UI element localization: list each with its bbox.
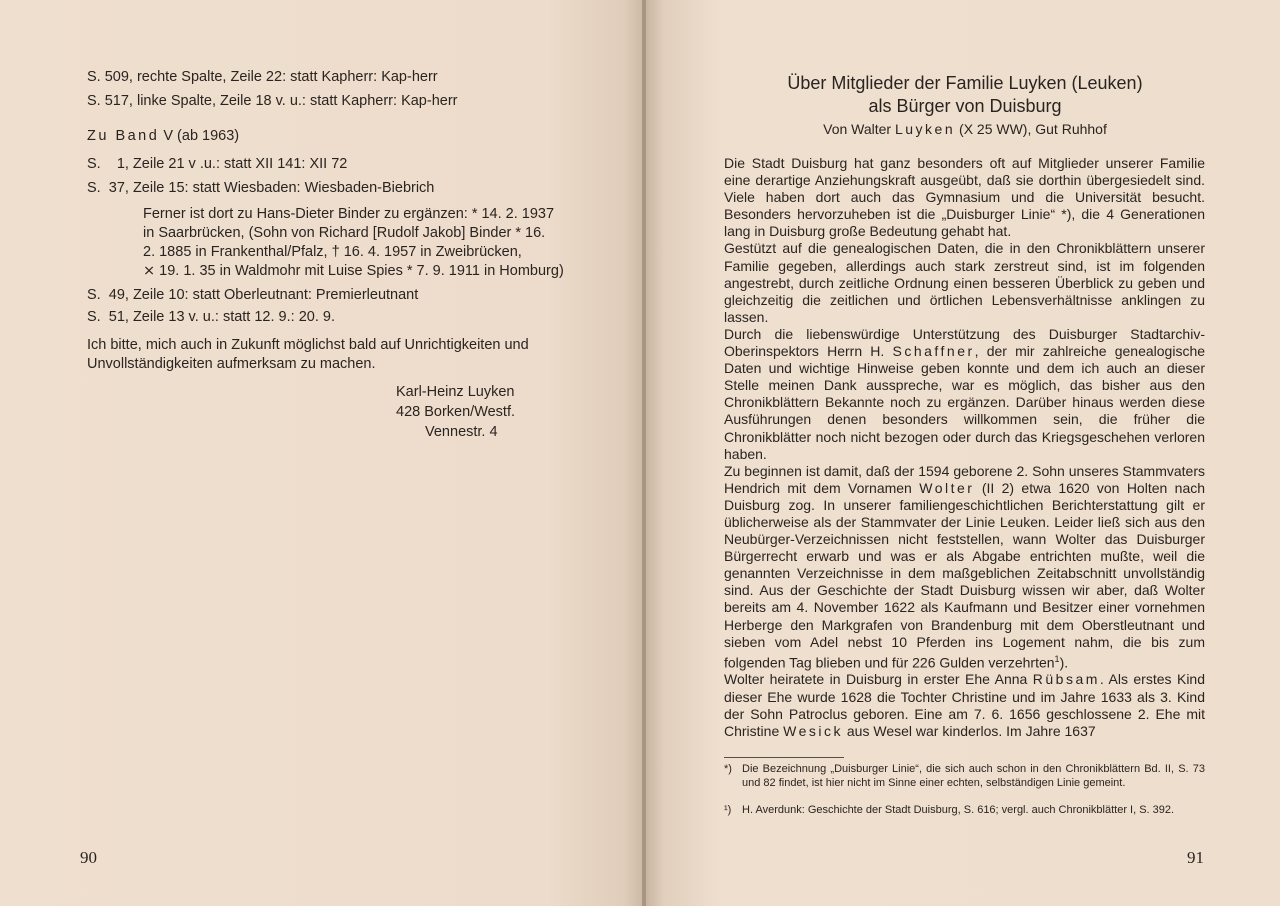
addition-line: Ferner ist dort zu Hans-Dieter Binder zu ergänzen: * 14. 2. 1937 <box>143 206 555 222</box>
page-number-left: 90 <box>80 848 97 867</box>
article-title-line2: als Bürger von Duisburg <box>868 96 1062 116</box>
closing-text: Ich bitte, mich auch in Zukunft möglichst bald auf Unrichtigkeiten und <box>87 337 529 353</box>
correction-line: S. 51, Zeile 13 v. u.: statt 12. 9.: 20. 9. <box>87 309 335 325</box>
paragraph-4: Zu beginnen ist damit, daß der 1594 geborene 2. Sohn unseres Stammvaters Hendrich mit dem Vornamen Wolter (II 2) etwa 1620 von Holten nach Duisburg zog. In unserer familiengeschichtlichen Berichterstattung gilt er üblicherweise als der Stammvater der Linie Leuken. Leider ließ sich aus den Neubürger-Verzeichnissen nicht feststellen, wann Wolter das Duisburger Bürgerrecht erwarb und was er als Abgabe entrichten mußte, weil die genannten Verzeichnisse in dem maßgeblichen Zeitabschnitt unvollständig sind. Aus der Geschichte der Stadt Duisburg wissen wir aber, daß Wolter bereits am 4. November 1622 als Kaufmann und Besitzer einer vornehmen Herberge den Markgrafen von Brandenburg mit dem Oberstleutnant und sieben vom Adel nebst 10 Pferden ins Logement nahm, die bis zum folgenden Tag blieben und für 226 Gulden verzehrten$^1$). <box>724 462 1206 671</box>
author-name: Luyken <box>894 121 956 137</box>
article-title-line1: Über Mitglieder der Familie Luyken (Leuken) <box>787 73 1143 93</box>
correction-line: S. 49, Zeile 10: statt Oberleutnant: Premierleutnant <box>87 287 419 303</box>
paragraph-3: Durch die liebenswürdige Unterstützung des Duisburger Stadtarchiv-Oberinspektors Herrn H. Schaffner, der mir zahlreiche genealogische Daten und wichtige Hinweise geben konnte und dem ich auch an dieser Stelle meinen Dank ausspreche, war es möglich, das bisher aus den Chronikblättern Bekannte noch zu ergänzen. Darüber hinaus werden diese Ausführungen denen besonders willkommen sein, die früher die Chronikblätter noch nicht bezogen oder durch das Kriegsgeschehen verloren haben. <box>724 325 1206 462</box>
correction-line: S. 517, linke Spalte, Zeile 18 v. u.: statt Kapherr: Kap-herr <box>87 93 458 109</box>
correction-line: S. 1, Zeile 21 v .u.: statt XII 141: XII 72 <box>87 156 348 172</box>
page-number-right: 91 <box>1187 848 1204 867</box>
signature-name: Karl-Heinz Luyken <box>396 384 515 400</box>
person-name: Wesick <box>783 722 843 739</box>
person-name: Rübsam <box>1032 671 1100 688</box>
book-gutter <box>642 0 646 906</box>
section-heading: Zu Band V (ab 1963) <box>87 128 240 144</box>
addition-line: ⨯ 19. 1. 35 in Waldmohr mit Luise Spies * 7. 9. 1911 in Homburg) <box>143 263 564 279</box>
person-name: Schaffner <box>892 343 975 360</box>
footnote-2: ¹) H. Averdunk: Geschichte der Stadt Duisburg, S. 616; vergl. auch Chronikblätter I, S. 392. <box>724 804 1175 816</box>
paragraph-5: Wolter heiratete in Duisburg in erster Ehe Anna Rübsam. Als erstes Kind dieser Ehe wurde 1628 die Tochter Christine und im Jahre 1633 als 3. Kind der Sohn Patroclus geboren. Eine am 7. 6. 1656 geschlossene 2. Ehe mit Christine Wesick aus Wesel war kinderlos. Im Jahre 1637 <box>724 671 1205 739</box>
footnote-1: *) Die Bezeichnung „Duisburger Linie“, die sich auch schon in den Chronikblättern Bd. II, S. 73 und 82 findet, ist hier nicht im Sinne einer echten, selbständigen Linie gemeint. <box>724 763 1205 789</box>
paragraph-1: Die Stadt Duisburg hat ganz besonders oft auf Mitglieder unserer Familie eine derartige Anziehungskraft ausgeübt, daß sie dorthin übergesiedelt sind. Viele haben dort auch das Gymnasium und die Universität besucht. Besonders hervorzuheben ist die „Duisburger Linie“ *), die 4 Generationen lang in Duisburg große Bedeutung gehabt hat. <box>724 155 1205 240</box>
paragraph-2: Gestützt auf die genealogischen Daten, die in den Chronikblättern unserer Familie gegeben, allerdings auch stark zerstreut sind, ist im folgenden angestrebt, durch zeitliche Ordnung einen besseren Überblick zu geben und gleichzeitig die zeitlichen und örtlichen Lebensverhältnisse anklingen zu lassen. <box>724 240 1205 325</box>
person-name: Wolter <box>919 479 975 496</box>
footnote-ref: 1 <box>1054 653 1060 664</box>
closing-text: Unvollständigkeiten aufmerksam zu machen. <box>87 356 376 372</box>
correction-line: S. 37, Zeile 15: statt Wiesbaden: Wiesbaden-Biebrich <box>87 180 435 196</box>
addition-line: in Saarbrücken, (Sohn von Richard [Rudolf Jakob] Binder * 16. <box>143 225 546 241</box>
article-body <box>724 155 1205 740</box>
footnote-divider <box>724 757 844 758</box>
addition-line: 2. 1885 in Frankenthal/Pfalz, † 16. 4. 1957 in Zweibrücken, <box>143 244 522 260</box>
correction-line: S. 509, rechte Spalte, Zeile 22: statt Kapherr: Kap-herr <box>87 69 438 85</box>
article-author: Von Walter Luyken (X 25 WW), Gut Ruhhof <box>823 121 1107 137</box>
signature-address: 428 Borken/Westf. <box>396 404 516 420</box>
signature-street: Vennestr. 4 <box>425 424 498 440</box>
